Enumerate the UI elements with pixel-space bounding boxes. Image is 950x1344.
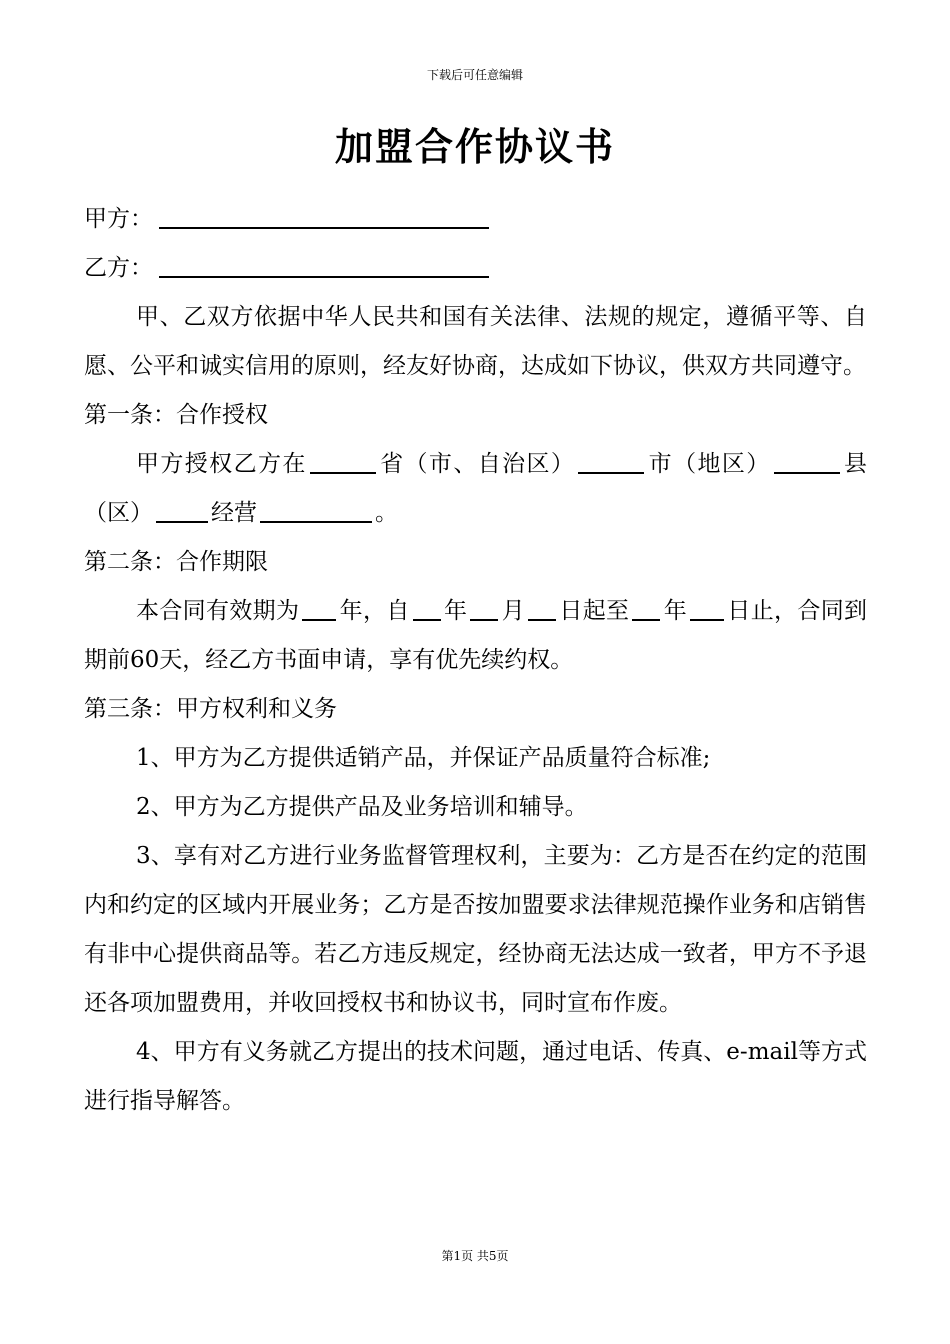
article1-text-6: 。 — [375, 500, 398, 526]
article2-text-1: 本合同有效期为 — [136, 598, 300, 624]
article3-item-3: 3、享有对乙方进行业务监督管理权利，主要为：乙方是否在约定的范围内和约定的区域内开展业务；乙方是否按加盟要求法律规范操作业务和店销售有非中心提供商品等。若乙方违反规定，经协商无法达成一致者，甲方不予退还各项加盟费用，并收回授权书和协议书，同时宣布作废。 — [84, 843, 867, 1016]
party-b-blank[interactable] — [159, 250, 489, 278]
start-year-blank[interactable] — [413, 593, 441, 621]
article2-text-3: 年 — [443, 598, 468, 624]
article2-text-4: 月 — [501, 598, 526, 624]
article1-text-3: 市（地区） — [647, 451, 771, 477]
article1-text-5: 经营 — [211, 500, 257, 526]
term-years-blank[interactable] — [302, 593, 336, 621]
article2-text-7: 日止，合同到期前60天，经乙方书面申请，享有优先续约权。 — [84, 598, 868, 673]
article1-heading: 第一条：合作授权 — [84, 402, 268, 428]
article2-text-2: 年，自 — [339, 598, 410, 624]
end-year-blank[interactable] — [632, 593, 660, 621]
province-blank[interactable] — [310, 446, 376, 474]
party-a-blank[interactable] — [159, 201, 489, 229]
article3-item-2: 2、甲方为乙方提供产品及业务培训和辅导。 — [136, 794, 588, 820]
article3-heading: 第三条：甲方权利和义务 — [84, 696, 337, 722]
document-body — [84, 195, 867, 1126]
party-a-label: 甲方： — [84, 206, 153, 232]
article1-paragraph — [84, 440, 867, 538]
article1-text-2: 省（市、自治区） — [378, 451, 576, 477]
start-month-blank[interactable] — [470, 593, 498, 621]
county-blank[interactable] — [774, 446, 840, 474]
party-b-line — [84, 244, 867, 293]
article3-item-4: 4、甲方有义务就乙方提出的技术问题，通过电话、传真、e-mail等方式进行指导解答。 — [84, 1039, 867, 1114]
header-note: 下载后可任意编辑 — [426, 68, 523, 82]
article2-paragraph — [84, 587, 867, 685]
party-a-line — [84, 195, 867, 244]
intro-paragraph: 甲、乙双方依据中华人民共和国有关法律、法规的规定，遵循平等、自愿、公平和诚实信用的原则，经友好协商，达成如下协议，供双方共同遵守。 — [84, 304, 867, 379]
business-scope-blank[interactable] — [260, 495, 372, 523]
district-blank[interactable] — [156, 495, 208, 523]
article2-text-6: 年 — [663, 598, 688, 624]
party-b-label: 乙方： — [84, 255, 153, 281]
document-title: 加盟合作协议书 — [334, 124, 615, 169]
article2-heading: 第二条：合作期限 — [84, 549, 268, 575]
article3-item-1: 1、甲方为乙方提供适销产品，并保证产品质量符合标准; — [136, 745, 711, 771]
article2-text-5: 日起至 — [559, 598, 630, 624]
article1-text-1: 甲方授权乙方在 — [136, 451, 307, 477]
article1-text-4: 县（区） — [84, 451, 868, 526]
page-footer: 第1页 共5页 — [441, 1249, 509, 1263]
end-day-blank[interactable] — [690, 593, 724, 621]
start-day-blank[interactable] — [528, 593, 556, 621]
city-blank[interactable] — [578, 446, 644, 474]
